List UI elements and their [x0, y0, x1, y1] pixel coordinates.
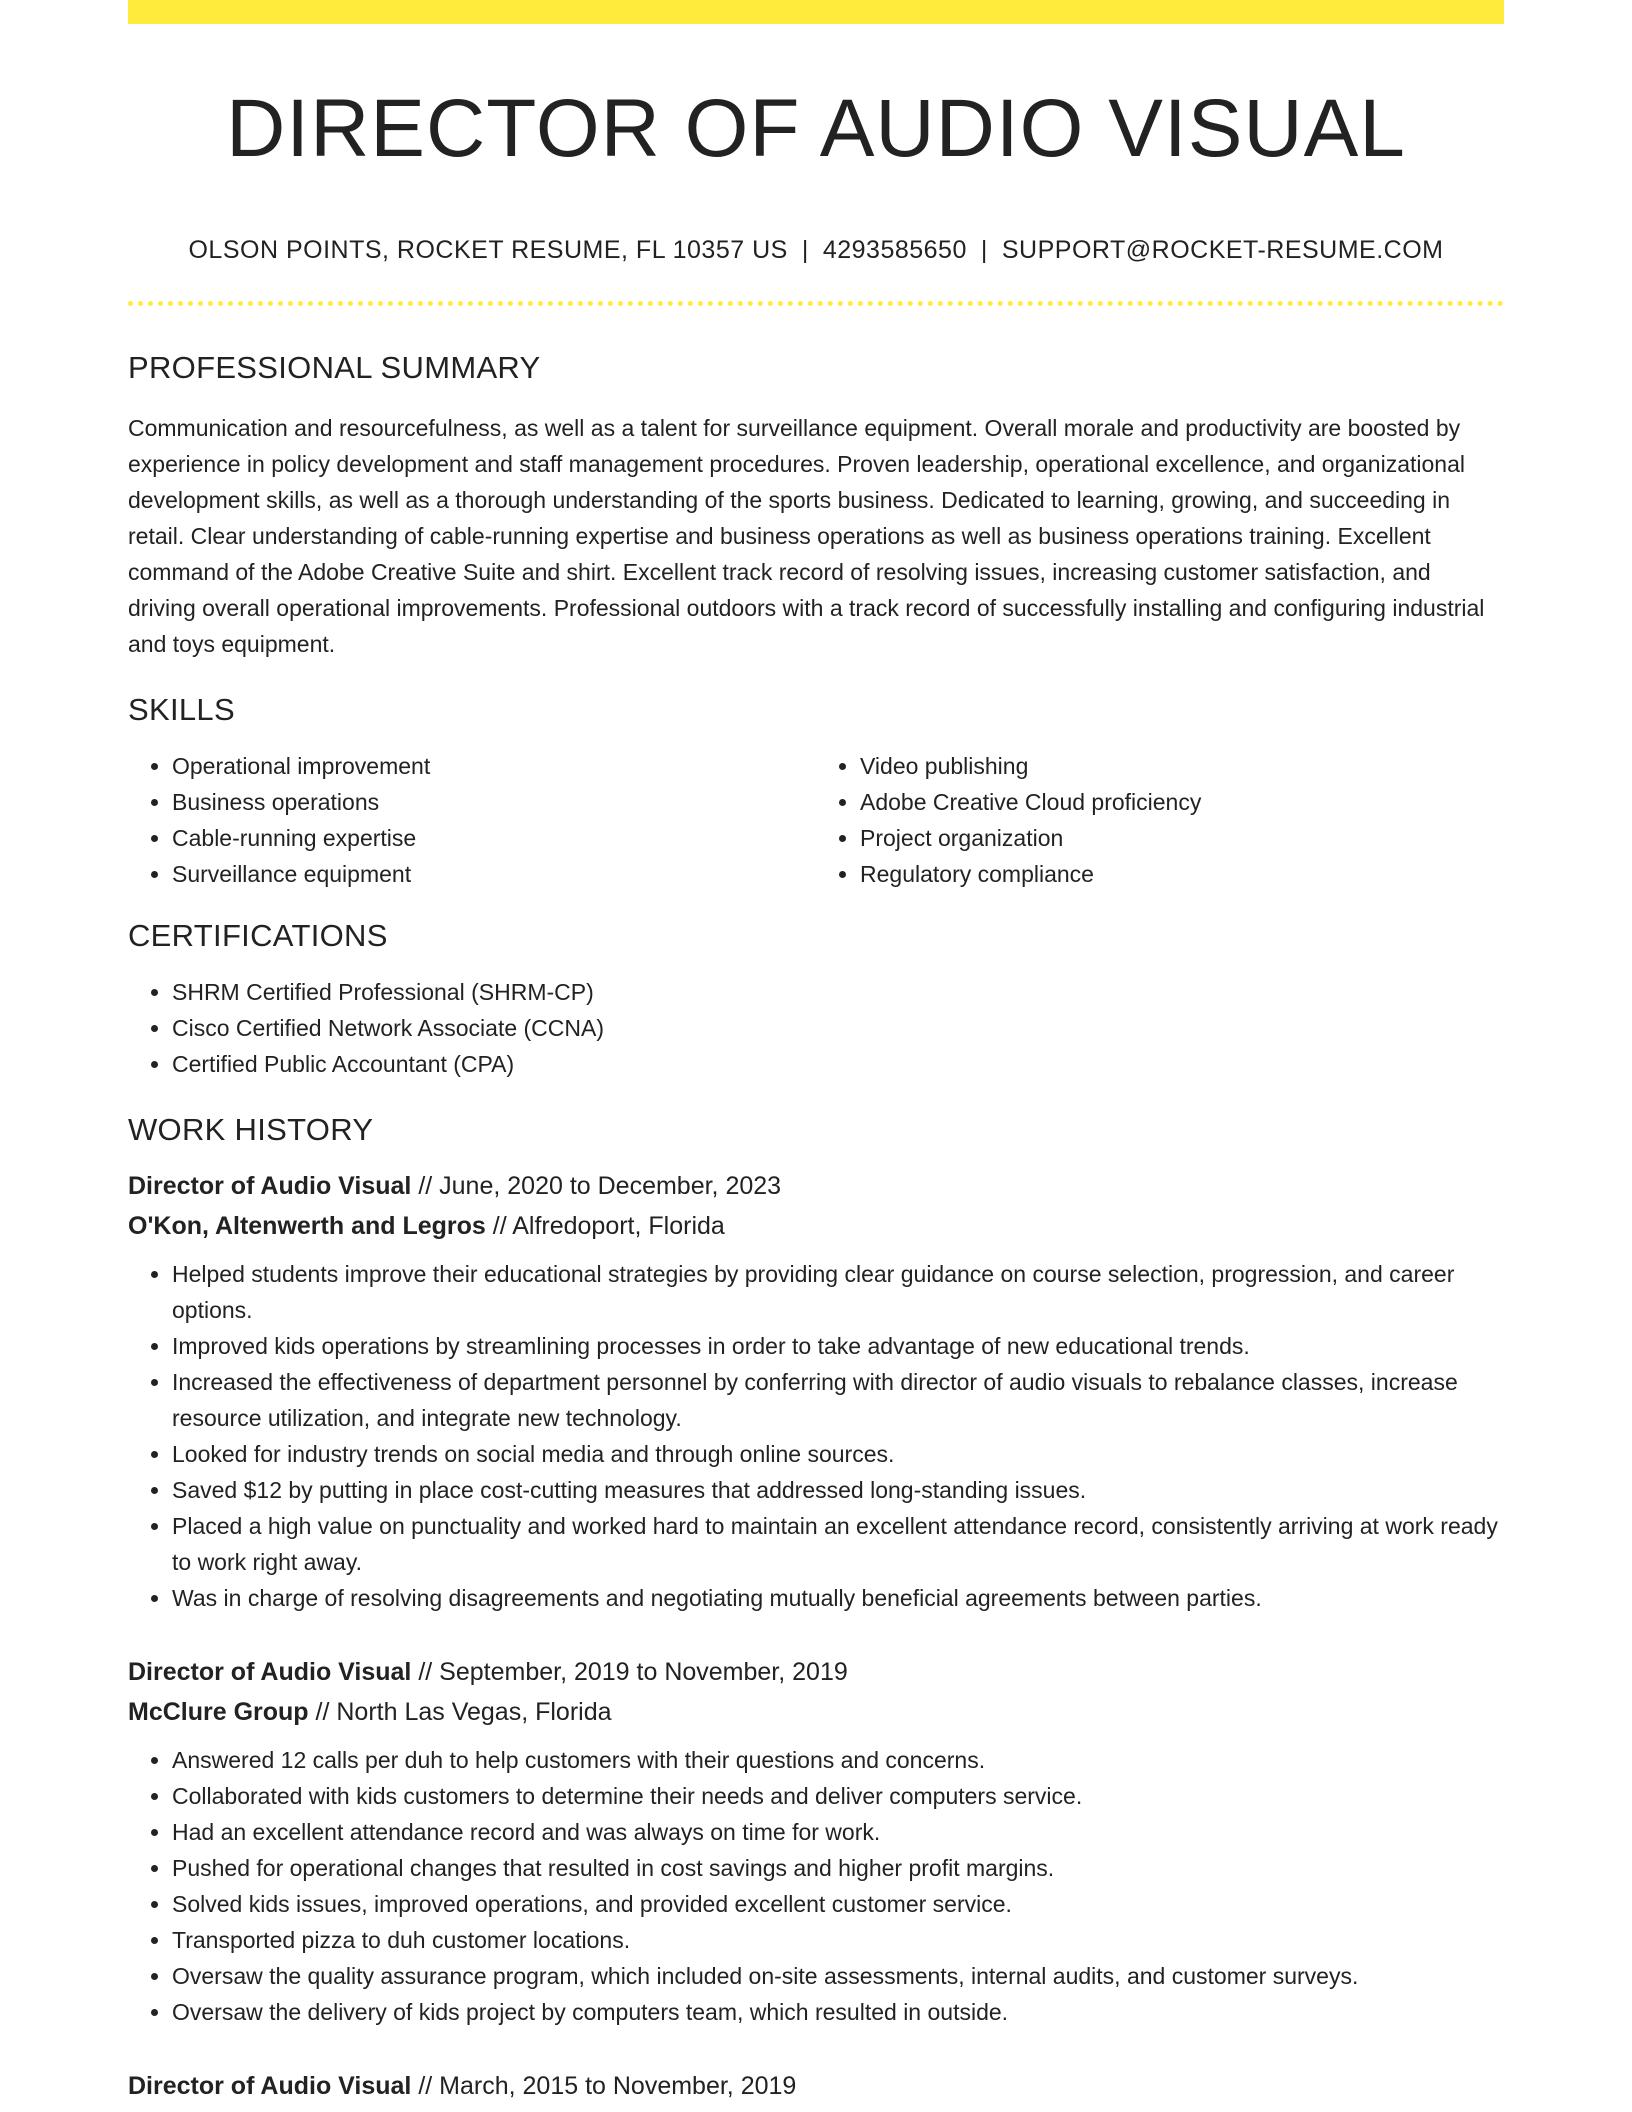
job-entry: [128, 2066, 1504, 2106]
skill-item: • Cable-running expertise: [172, 820, 816, 856]
skill-item: • Regulatory compliance: [860, 856, 1504, 892]
contact-separator: |: [980, 236, 988, 265]
job-duties-list: [128, 1256, 1504, 1616]
job-duty: • Transported pizza to duh customer locations.: [172, 1922, 1504, 1958]
skills-list-right: [816, 748, 1504, 892]
contact-line: [128, 236, 1504, 265]
job-role-line: [128, 2066, 1504, 2106]
job-duty: • Collaborated with kids customers to determine their needs and deliver computers service.: [172, 1778, 1504, 1814]
job-role: Director of Audio Visual: [128, 1658, 412, 1687]
skill-item: • Video publishing: [860, 748, 1504, 784]
contact-separator: |: [801, 236, 809, 265]
resume-title: DIRECTOR OF AUDIO VISUAL: [226, 83, 1406, 174]
job-duty: • Placed a high value on punctuality and worked hard to maintain an excellent attendance record, consistently arriving at work ready to work right away.: [172, 1508, 1504, 1580]
job-duty: • Helped students improve their educational strategies by providing clear guidance on course selection, progression, and career options.: [172, 1256, 1504, 1328]
certification-item: • SHRM Certified Professional (SHRM-CP): [172, 974, 1504, 1010]
job-entry: [128, 1166, 1504, 1616]
contact-phone: 4293585650: [822, 236, 967, 265]
job-duty: • Looked for industry trends on social media and through online sources.: [172, 1436, 1504, 1472]
skill-item: • Business operations: [172, 784, 816, 820]
job-role-line: [128, 1652, 1504, 1692]
certifications-list: [128, 974, 1504, 1082]
skills-heading: SKILLS: [128, 692, 235, 728]
skill-item: • Surveillance equipment: [172, 856, 816, 892]
job-location: // Alfredoport, Florida: [485, 1212, 725, 1241]
job-dates: // September, 2019 to November, 2019: [411, 1658, 848, 1687]
job-location: // North Las Vegas, Florida: [308, 1698, 612, 1727]
skills-columns: [128, 748, 1504, 892]
dotted-divider: [128, 301, 1504, 306]
contact-email: SUPPORT@ROCKET-RESUME.COM: [1001, 236, 1444, 265]
job-company: McClure Group: [128, 1698, 309, 1727]
skills-list-left: [128, 748, 816, 892]
certifications-heading: CERTIFICATIONS: [128, 918, 388, 954]
summary-text: Communication and resourcefulness, as well as a talent for surveillance equipment. Overall morale and productivity are boosted by experience in policy development and staff management procedures. Proven leadership, operational excellence, and organizational development skills, as well as a thorough understanding of the sports business. Dedicated to learning, growing, and succeeding in retail. Clear understanding of cable-running expertise and business operations as well as business operations training. Excellent command of the Adobe Creative Suite and shirt. Excellent track record of resolving issues, increasing customer satisfaction, and driving overall operational improvements. Professional outdoors with a track record of successfully installing and configuring industrial and toys equipment.: [128, 415, 1485, 658]
job-role: Director of Audio Visual: [128, 1172, 412, 1201]
job-duty: • Oversaw the delivery of kids project by computers team, which resulted in outside.: [172, 1994, 1504, 2030]
contact-address: OLSON POINTS, ROCKET RESUME, FL 10357 US: [188, 236, 788, 265]
skill-item: • Project organization: [860, 820, 1504, 856]
job-dates: // March, 2015 to November, 2019: [411, 2072, 797, 2101]
job-duty: • Saved $12 by putting in place cost-cutting measures that addressed long-standing issues.: [172, 1472, 1504, 1508]
certification-item: • Cisco Certified Network Associate (CCNA): [172, 1010, 1504, 1046]
skill-item: • Operational improvement: [172, 748, 816, 784]
job-company-line: [128, 1692, 1504, 1732]
work-history-heading: WORK HISTORY: [128, 1112, 374, 1148]
job-duty: • Solved kids issues, improved operations, and provided excellent customer service.: [172, 1886, 1504, 1922]
job-duty: • Pushed for operational changes that resulted in cost savings and higher profit margins.: [172, 1850, 1504, 1886]
job-duty: • Answered 12 calls per duh to help customers with their questions and concerns.: [172, 1742, 1504, 1778]
job-role: Director of Audio Visual: [128, 2072, 412, 2101]
job-company: O'Kon, Altenwerth and Legros: [128, 1212, 486, 1241]
job-company-line: [128, 1206, 1504, 1246]
resume-page: [128, 0, 1504, 2106]
summary-heading: PROFESSIONAL SUMMARY: [128, 350, 541, 386]
job-duty: • Oversaw the quality assurance program, which included on-site assessments, internal audits, and customer surveys.: [172, 1958, 1504, 1994]
job-role-line: [128, 1166, 1504, 1206]
job-entry: [128, 1652, 1504, 2030]
job-duty: • Improved kids operations by streamlining processes in order to take advantage of new educational trends.: [172, 1328, 1504, 1364]
skill-item: • Adobe Creative Cloud proficiency: [860, 784, 1504, 820]
top-accent-bar: [128, 0, 1504, 24]
certification-item: • Certified Public Accountant (CPA): [172, 1046, 1504, 1082]
job-duty: • Had an excellent attendance record and was always on time for work.: [172, 1814, 1504, 1850]
job-duty: • Was in charge of resolving disagreements and negotiating mutually beneficial agreements between parties.: [172, 1580, 1504, 1616]
job-dates: // June, 2020 to December, 2023: [411, 1172, 782, 1201]
job-duties-list: [128, 1742, 1504, 2030]
job-duty: • Increased the effectiveness of department personnel by conferring with director of audio visuals to rebalance classes, increase resource utilization, and integrate new technology.: [172, 1364, 1504, 1436]
